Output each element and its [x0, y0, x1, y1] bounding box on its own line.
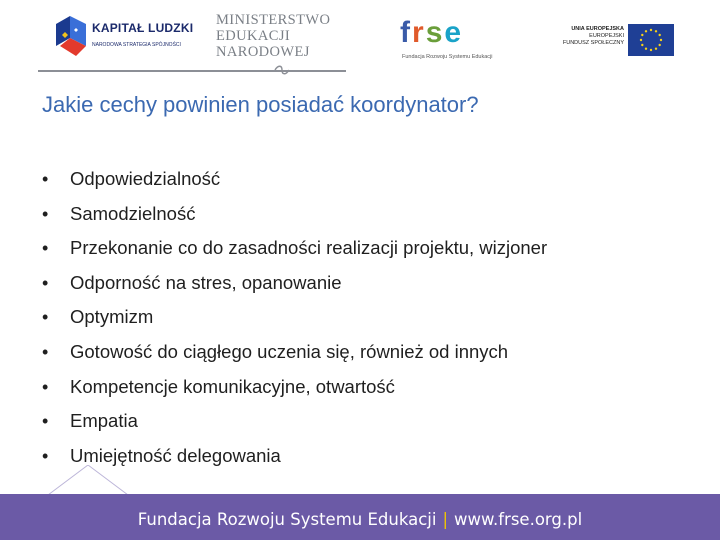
unia-europejska-line-2: EUROPEJSKI — [589, 33, 624, 39]
kapital-ludzki-emblem-icon — [56, 16, 88, 56]
bullet-icon: • — [42, 272, 49, 293]
frse-letter-e: e — [444, 16, 464, 49]
slide-title: Jakie cechy powinien posiadać koordynator? — [42, 92, 479, 117]
unia-europejska-text — [563, 26, 624, 47]
list-item — [42, 235, 547, 270]
ministerstwo-line-3: NARODOWEJ — [216, 44, 310, 60]
list-item — [42, 166, 547, 201]
list-item-text: Odporność na stres, opanowanie — [70, 271, 342, 293]
footer-text — [0, 494, 720, 546]
unia-europejska-line-1: UNIA EUROPEJSKA — [571, 26, 624, 32]
frse-letter-s: s — [425, 16, 445, 49]
footer-website-link[interactable]: www.frse.org.pl — [454, 510, 583, 529]
bullet-icon: • — [42, 238, 49, 259]
ministerstwo-line-2: EDUKACJI — [216, 28, 291, 44]
bullet-icon: • — [42, 376, 49, 397]
header-divider-ornament-icon — [274, 64, 290, 76]
list-item — [42, 304, 547, 339]
list-item-text: Empatia — [70, 410, 138, 432]
frse-wordmark — [400, 18, 463, 48]
list-item — [42, 201, 547, 236]
ministerstwo-line-1: MINISTERSTWO — [216, 12, 331, 28]
footer-notch-decoration — [48, 465, 128, 497]
unia-europejska-logo — [560, 24, 678, 58]
footer-separator: | — [442, 510, 449, 529]
footer-organization: Fundacja Rozwoju Systemu Edukacji — [137, 510, 437, 529]
list-item-text: Kompetencje komunikacyjne, otwartość — [70, 375, 395, 397]
kapital-ludzki-title: KAPITAŁ LUDZKI — [92, 21, 194, 35]
eu-flag-icon — [628, 24, 674, 56]
list-item-text: Umiejętność delegowania — [70, 444, 281, 466]
frse-letter-r: r — [412, 16, 426, 49]
footer-bar — [0, 494, 720, 540]
list-item-text: Samodzielność — [70, 202, 196, 224]
header-logo-bar — [0, 0, 720, 72]
bullet-icon: • — [42, 445, 49, 466]
bullet-icon: • — [42, 307, 49, 328]
bullet-list — [42, 166, 547, 477]
list-item-text: Przekonanie co do zasadności realizacji projektu, wizjoner — [70, 237, 548, 259]
list-item — [42, 270, 547, 305]
list-item-text: Optymizm — [70, 306, 154, 328]
kapital-ludzki-logo — [56, 14, 196, 64]
bullet-icon: • — [42, 203, 49, 224]
list-item — [42, 408, 547, 443]
frse-logo — [400, 18, 510, 66]
kapital-ludzki-subtitle: NARODOWA STRATEGIA SPÓJNOŚCI — [92, 42, 181, 48]
list-item-text: Odpowiedzialność — [70, 168, 221, 189]
list-item-text: Gotowość do ciągłego uczenia się, również od innych — [70, 340, 509, 362]
header-divider — [38, 70, 346, 72]
frse-letter-f: f — [400, 16, 412, 49]
frse-subtitle: Fundacja Rozwoju Systemu Edukacji — [402, 54, 493, 60]
list-item — [42, 339, 547, 374]
list-item — [42, 374, 547, 409]
bullet-icon: • — [42, 411, 49, 432]
bullet-icon: • — [42, 169, 49, 189]
unia-europejska-line-3: FUNDUSZ SPOŁECZNY — [562, 40, 624, 46]
ministerstwo-logo — [216, 12, 356, 70]
bullet-icon: • — [42, 341, 49, 362]
